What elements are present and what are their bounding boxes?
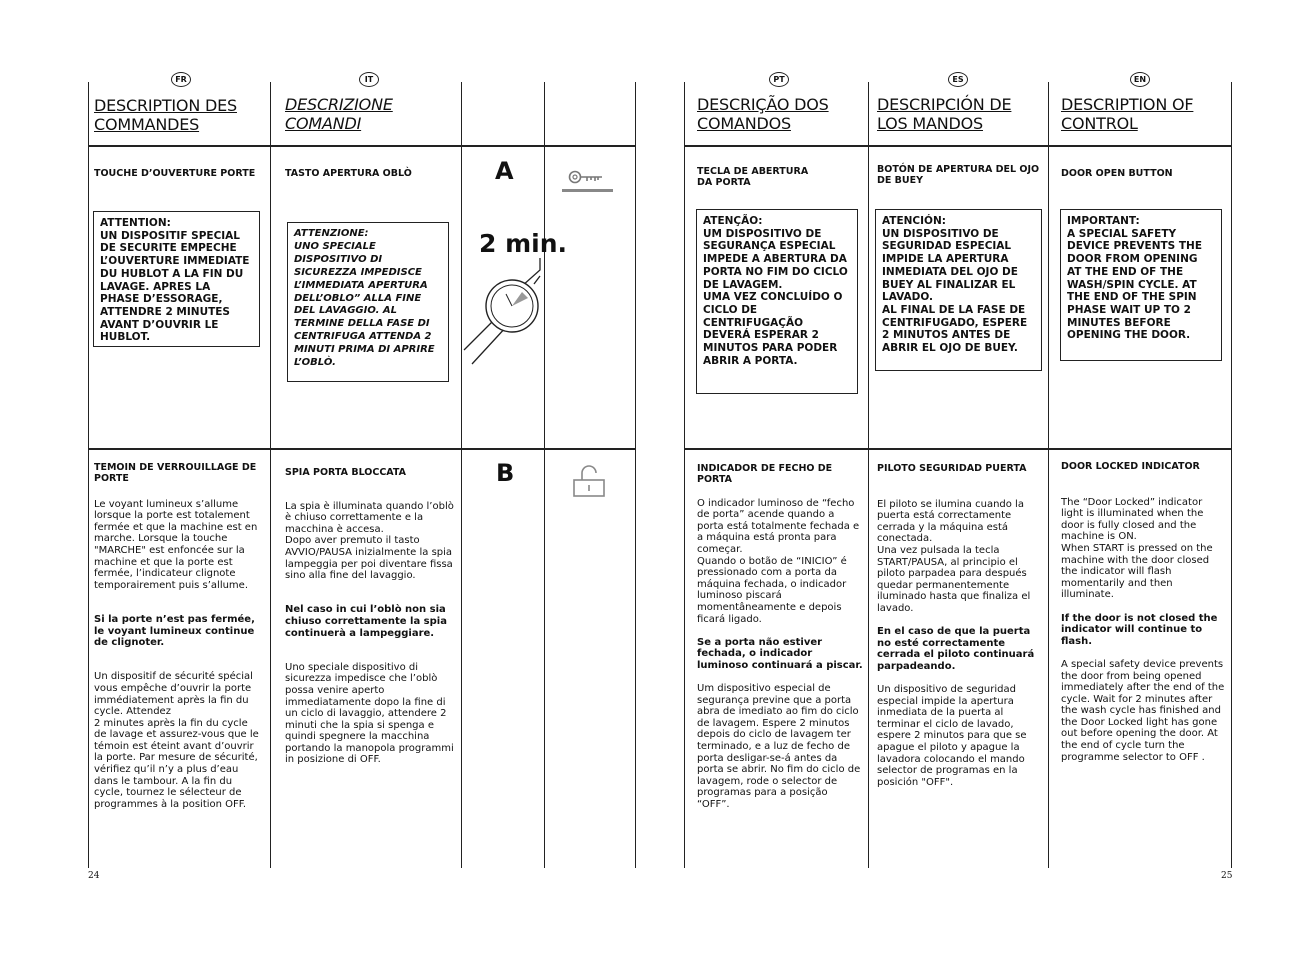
b-fr-p3: Un dispositif de sécurité spécial vous empêche d’ouvrir la porte immédiatement après la fin du cycle. Attendez 2 minutes après la fin du cycle de lavage et assurez-vous que le témoin est éteint avant d’ouvrir la porte. Par mesure de sécurité, vérifiez qu’il n’y a plus d’eau dans le tambour. A la fin du cycle, tournez le sélecteur de programmes à la position OFF.: [94, 671, 259, 810]
a-warning-pt-text: ATENÇÃO: UM DISPOSITIVO DE SEGURANÇA ESPECIAL IMPEDE A ABERTURA DA PORTA NO FIM DO CICLO DE LAVAGEM. UMA VEZ CONCLUÍDO O CICLO DE CENTRIFUGAÇÃO DEVERÁ ESPERAR 2 MINUTOS PARA PODER ABRIR A PORTA.: [703, 215, 848, 367]
column-rule: [270, 82, 271, 868]
b-en-p2-text: If the door is not closed the indicator will continue to flash.: [1061, 612, 1218, 647]
a-warning-it-text: ATTENZIONE: UNO SPECIALE DISPOSITIVO DI SICUREZZA IMPEDISCE L’IMMEDIATA APERTURA DELL’OBLO” ALLA FINE DEL LAVAGGIO. AL TERMINE DELLA FASE DI CENTRIFUGA ATTENDA 2 MINUTI PRIMA DI APRIRE L’OBLÒ.: [294, 228, 435, 369]
a-title-fr: TOUCHE D’OUVERTURE PORTE: [94, 168, 256, 179]
b-pt-p3: Um dispositivo especial de segurança previne que a porta abra de imediato ao fim do ciclo de lavagem. Espere 2 minutos depois do ciclo de lavagem ter terminado, e a luz de fecho de porta desligar-se-á antes da porta se abrir. No fim do ciclo de lavagem, rode o selector de programas para a posição “OFF”.: [697, 683, 861, 811]
section-a-rule: [684, 145, 1231, 147]
column-rule: [1231, 82, 1232, 868]
b-en-p3: A special safety device prevents the door from being opened immediately after the end of the cycle. Wait for 2 minutes after the wash cycle has finished and the Door Locked light has gone out before opening the door. At the end of cycle turn the programme selector to OFF .: [1061, 658, 1225, 763]
section-b-rule: [684, 448, 1231, 450]
b-fr-p1: Le voyant lumineux s’allume lorsque la porte est totalement fermée et que la machine est en marche. Lorsque la touche "MARCHE" est enfoncée sur la machine et que la porte est fermée, l’indicateur clignote temporairement puis s’allume.: [94, 498, 258, 591]
a-warning-pt: [696, 209, 858, 394]
a-warning-fr: [93, 211, 260, 347]
lang-badge-fr: FR: [171, 72, 191, 87]
a-warning-it: [287, 222, 449, 382]
b-en-p2: [1061, 613, 1226, 648]
timer-label: 2 min.: [479, 229, 568, 258]
b-title-pt: INDICADOR DE FECHO DE PORTA: [697, 463, 833, 485]
b-fr-p2-text: Si la porte n’est pas fermée, le voyant lumineux continue de clignoter.: [94, 613, 255, 649]
padlock-icon: [570, 464, 608, 500]
b-body-pt: [697, 486, 863, 833]
a-title-es: BOTÓN DE APERTURA DEL OJO DE BUEY: [877, 164, 1040, 186]
b-title-en: DOOR LOCKED INDICATOR: [1061, 461, 1200, 472]
section-b-rule: [88, 448, 635, 450]
key-icon: [560, 164, 616, 196]
lang-badge-en: EN: [1130, 72, 1150, 87]
column-rule: [544, 82, 545, 868]
column-rule: [684, 82, 685, 868]
b-body-es: [877, 487, 1043, 811]
wristwatch-icon: [462, 224, 542, 366]
b-es-p2: [877, 626, 1043, 672]
b-title-es: PILOTO SEGURIDAD PUERTA: [877, 463, 1027, 474]
b-pt-p2: [697, 637, 863, 672]
column-rule: [461, 82, 462, 868]
b-body-en: [1061, 485, 1226, 786]
b-es-p2-text: En el caso de que la puerta no esté correctamente cerrada el piloto continuará parpadeando.: [877, 626, 1035, 672]
header-es: DESCRIPCIÓN DE LOS MANDOS: [877, 95, 1012, 133]
b-body-fr: [94, 487, 262, 833]
a-warning-en: [1060, 209, 1222, 361]
lang-badge-it: IT: [359, 72, 379, 87]
b-es-p1: El piloto se ilumina cuando la puerta está correctamente cerrada y la máquina está conectada. Una vez pulsada la tecla START/PAUSA, al principio el piloto parpadea para después quedar permanentemente iluminado hasta que finaliza el lavado.: [877, 498, 1031, 614]
b-en-p1: The “Door Locked” indicator light is illuminated when the door is fully closed and the machine is ON. When START is pressed on the machine with the door closed the indicator will flash momentarily and then illuminate.: [1061, 496, 1213, 601]
a-warning-es-text: ATENCIÓN: UN DISPOSITIVO DE SEGURIDAD ESPECIAL IMPIDE LA APERTURA INMEDIATA DEL OJO DE BUEY AL FINALIZAR EL LAVADO. AL FINAL DE LA FASE DE CENTRIFUGADO, ESPERE 2 MINUTOS ANTES DE ABRIR EL OJO DE BUEY.: [882, 215, 1028, 355]
lang-badge-pt: PT: [769, 72, 789, 87]
b-body-it: [285, 489, 455, 789]
column-rule: [635, 82, 636, 868]
b-it-p2-text: Nel caso in cui l’oblò non sia chiuso correttamente la spia continuerà a lampeggiare.: [285, 604, 447, 639]
page-number-left: 24: [88, 871, 100, 881]
header-en: DESCRIPTION OF CONTROL: [1061, 95, 1194, 133]
a-title-en: DOOR OPEN BUTTON: [1061, 168, 1173, 179]
a-warning-es: [875, 209, 1042, 371]
section-b-label: B: [496, 459, 515, 487]
b-it-p2: [285, 604, 455, 639]
a-warning-fr-text: ATTENTION: UN DISPOSITIF SPECIAL DE SECURITE EMPECHE L’OUVERTURE IMMEDIATE DU HUBLOT A LA FIN DU LAVAGE. APRES LA PHASE D’ESSORAGE, ATTENDRE 2 MINUTES AVANT D’OUVRIR LE HUBLOT.: [100, 217, 250, 344]
header-it: DESCRIZIONE COMANDI: [285, 95, 393, 133]
header-pt: DESCRIÇÃO DOS COMANDOS: [697, 95, 829, 133]
b-it-p3: Uno speciale dispositivo di sicurezza impedisce che l’oblò possa venire aperto immediatamente dopo la fine di un ciclo di lavaggio, attendere 2 minuti che la spia si spenga e quindi spegnere la macchina portando la manopola programmi in posizione di OFF.: [285, 661, 454, 766]
b-pt-p2-text: Se a porta não estiver fechada, o indicador luminoso continuará a piscar.: [697, 636, 863, 671]
column-rule: [868, 82, 869, 868]
b-pt-p1: O indicador luminoso de “fecho de porta” acende quando a porta está totalmente fechada e a máquina está pronta para começar. Quando o botão de “INICIO” é pressionado com a porta da máquina fechada, o indicador luminoso piscará momentâneamente e depois ficará ligado.: [697, 497, 860, 625]
a-title-it: TASTO APERTURA OBLÒ: [285, 168, 412, 179]
b-es-p3: Un dispositivo de seguridad especial impide la apertura inmediata de la puerta al terminar el ciclo de lavado, espere 2 minutos para que se apague el piloto y apague la lavadora colocando el mando selector de programas en la posición "OFF".: [877, 684, 1027, 788]
column-rule: [1048, 82, 1049, 868]
header-fr: DESCRIPTION DES COMMANDES: [94, 96, 237, 134]
a-title-pt: TECLA DE ABERTURA DA PORTA: [697, 166, 809, 188]
a-warning-en-text: IMPORTANT: A SPECIAL SAFETY DEVICE PREVENTS THE DOOR FROM OPENING AT THE END OF THE WASH/SPIN CYCLE. AT THE END OF THE SPIN PHASE WAIT UP TO 2 MINUTES BEFORE OPENING THE DOOR.: [1067, 215, 1202, 342]
lang-badge-es: ES: [948, 72, 968, 87]
page-number-right: 25: [1221, 871, 1233, 881]
b-title-fr: TEMOIN DE VERROUILLAGE DE PORTE: [94, 462, 257, 484]
column-rule: [88, 82, 89, 868]
b-fr-p2: [94, 614, 262, 649]
b-title-it: SPIA PORTA BLOCCATA: [285, 467, 407, 478]
section-a-rule: [88, 145, 635, 147]
b-it-p1: La spia è illuminata quando l’oblò è chiuso correttamente e la macchina è accesa. Dopo aver premuto il tasto AVVIO/PAUSA inizialmente la spia lampeggia per poi diventare fissa sino alla fine del lavaggio.: [285, 500, 454, 582]
section-a-label: A: [495, 157, 514, 185]
